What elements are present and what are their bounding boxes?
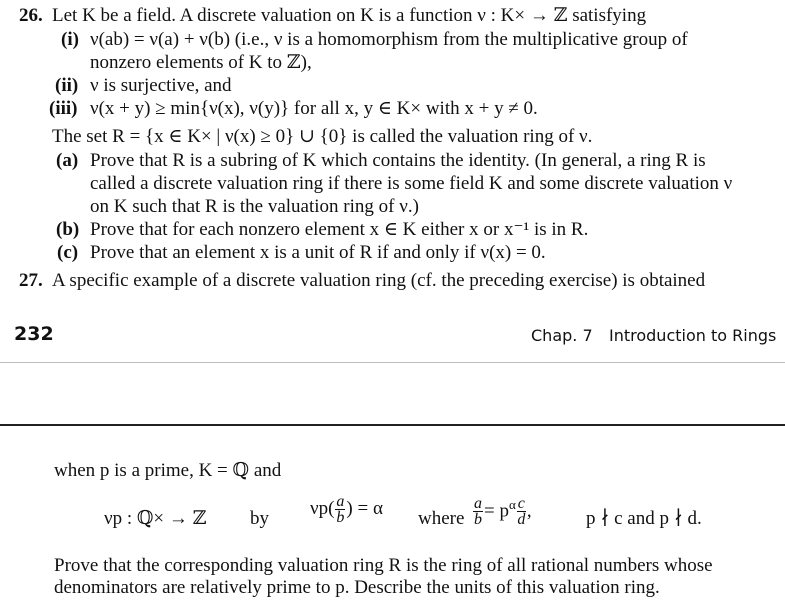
part-a-text-2: called a discrete valuation ring if there is some field K and some discrete valuation ν bbox=[90, 173, 733, 194]
formula-equals-alpha: ) = α bbox=[346, 497, 383, 519]
part-c-text: Prove that an element x is a unit of R if and only if ν(x) = 0. bbox=[90, 242, 546, 263]
formula-comma: , bbox=[526, 500, 532, 522]
formula-eq-p: = p bbox=[484, 500, 509, 522]
exercise-26-number: 26. bbox=[19, 5, 43, 26]
chapter-label: Chap. 7 bbox=[531, 326, 593, 345]
part-a-text-1: Prove that R is a subring of K which contains the identity. (In general, a ring R is bbox=[90, 150, 706, 171]
exercise-27-intro: A specific example of a discrete valuation ring (cf. the preceding exercise) is obtained bbox=[52, 270, 706, 291]
formula-alpha-exponent: α bbox=[508, 497, 516, 512]
fraction-numerator-a: a bbox=[336, 493, 345, 510]
page-bottom-rule bbox=[0, 362, 785, 363]
condition-iii-label: (iii) bbox=[49, 98, 78, 119]
fraction-denominator-d: d bbox=[517, 511, 526, 529]
exercise-27-cont-2: Prove that the corresponding valuation ring R is the ring of all rational numbers whose bbox=[54, 555, 713, 576]
condition-i-label: (i) bbox=[61, 29, 79, 50]
condition-i-text-cont: nonzero elements of K to ℤ), bbox=[90, 52, 312, 73]
part-c-label: (c) bbox=[57, 242, 79, 263]
formula-nu: νp( bbox=[310, 497, 335, 519]
exercise-27-number: 27. bbox=[19, 270, 43, 291]
page-top-rule bbox=[0, 424, 785, 426]
condition-ii-text: ν is surjective, and bbox=[90, 75, 232, 96]
chapter-title: Introduction to Rings bbox=[609, 326, 777, 345]
exercise-26-intro: Let K be a field. A discrete valuation on K is a function ν : K× → ℤ satisfying bbox=[52, 5, 647, 26]
formula-valuation-definition bbox=[310, 494, 383, 525]
formula-decomposition bbox=[472, 494, 532, 527]
fraction-a-over-b bbox=[335, 494, 345, 525]
fraction2-numerator-a: a bbox=[474, 495, 482, 513]
fraction-c-over-d bbox=[517, 496, 526, 527]
condition-ii-label: (ii) bbox=[55, 75, 79, 96]
fraction2-denominator-b: b bbox=[474, 511, 482, 529]
exercise-27-cont-1: when p is a prime, K = ℚ and bbox=[54, 460, 282, 481]
condition-i-text: ν(ab) = ν(a) + ν(b) (i.e., ν is a homomorphism from the multiplicative group of bbox=[90, 29, 688, 50]
fraction-numerator-c: c bbox=[517, 495, 525, 513]
valuation-ring-definition: The set R = {x ∈ K× | ν(x) ≥ 0} ∪ {0} is called the valuation ring of ν. bbox=[52, 126, 593, 147]
part-b-label: (b) bbox=[56, 219, 80, 240]
part-a-text-3: on K such that R is the valuation ring of ν.) bbox=[90, 196, 419, 217]
part-a-label: (a) bbox=[56, 150, 79, 171]
page-number: 232 bbox=[14, 323, 54, 345]
condition-iii-text: ν(x + y) ≥ min{ν(x), ν(y)} for all x, y ∈ K× with x + y ≠ 0. bbox=[90, 98, 538, 119]
formula-where: where bbox=[418, 508, 465, 529]
fraction-a-over-b-2 bbox=[473, 496, 483, 527]
formula-conditions: p ∤ c and p ∤ d. bbox=[586, 508, 702, 529]
exercise-27-cont-3: denominators are relatively prime to p. Describe the units of this valuation ring. bbox=[54, 577, 660, 598]
formula-by: by bbox=[250, 508, 269, 529]
part-b-text: Prove that for each nonzero element x ∈ K either x or x⁻¹ is in R. bbox=[90, 219, 589, 240]
fraction-denominator-b: b bbox=[336, 509, 345, 526]
formula-map: νp : ℚ× → ℤ bbox=[104, 508, 207, 529]
